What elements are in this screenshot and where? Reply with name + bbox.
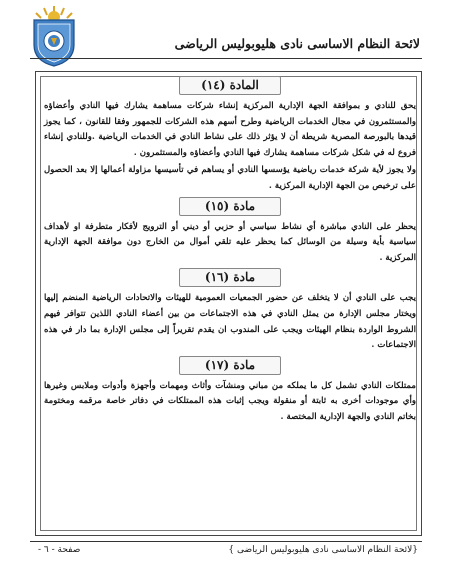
article-14-paragraph-2: ولا يجوز لأية شركة خدمات رياضية يؤسسها النادي أو يساهم في تأسيسها مزاولة أعمالها إلا بعد الحصول على ترخيص من الجهة الإدارية المركزية . xyxy=(44,165,416,191)
footer-title: {لائحة النظام الاساسى نادى هليوبوليس الرياضى } xyxy=(228,545,418,555)
article-16-paragraph-1: يجب على النادي أن لا يتخلف عن حضور الجمعيات العمومية للهيئات والاتحادات الرياضية المنضم إليها ويختار مجلس الإدارة من يمثل النادي في هذه الاجتماعات من بين أعضاء النادي اللذين تتوافر فيهم الشروط الواردة بنظام الهيئات ويجب على المندوب ان يقدم تقريراً إلى مجلس الإدارة بما دار في هذه الاجتماعات . xyxy=(44,293,416,351)
header-title: لائحة النظام الاساسى نادى هليوبوليس الرياضى xyxy=(174,36,420,51)
article-14-paragraph-1: يحق للنادي و بموافقة الجهة الإدارية المركزية إنشاء شركات مساهمة يشارك فيها النادي وأعضاؤه والمستثمرون في مجال الخدمات الرياضية وطرح أسهم هذه الشركات للجمهور وفقا للقانون ، كما يجوز قيدها بالبورصة المصرية شريطة أن لا يؤثر ذلك على نشاط النادي في الخدمات الرياضية .وللنادي إنشاء فروع له في شكل شركات مساهمة يشارك فيها النادي وأعضاؤه والمستثمرون . xyxy=(44,101,416,158)
article-15-title: مادة (١٥) xyxy=(179,197,281,216)
article-17-title: مادة (١٧) xyxy=(179,356,281,375)
document-body xyxy=(44,74,416,428)
article-14-title: المادة (١٤) xyxy=(179,76,281,95)
header-divider xyxy=(30,58,422,59)
article-17-paragraph-1: ممتلكات النادي تشمل كل ما يملكه من مباني ومنشآت وأثاث ومهمات وأجهزة وأدوات وملابس وغيرها وأي موجودات أخرى به ثابتة أو منقولة ويجب إثبات هذه الممتلكات في دفاتر خاصة مرقمه ومختومة بخاتم النادي والجهة الإدارية المختصة . xyxy=(44,380,416,422)
page-number: صفحة - ٦ - xyxy=(38,545,81,555)
footer-divider xyxy=(30,541,422,542)
article-15-paragraph-1: يحظر على النادي مباشرة أي نشاط سياسي أو حزبي أو ديني أو الترويج لأفكار متطرفة او لأهداف سياسية بأية وسيلة من الوسائل كما يحظر عليه تلقي أموال من الخارج دون موافقة الجهة الإدارية المركزية . xyxy=(44,221,416,263)
article-16-title: مادة (١٦) xyxy=(179,268,281,287)
